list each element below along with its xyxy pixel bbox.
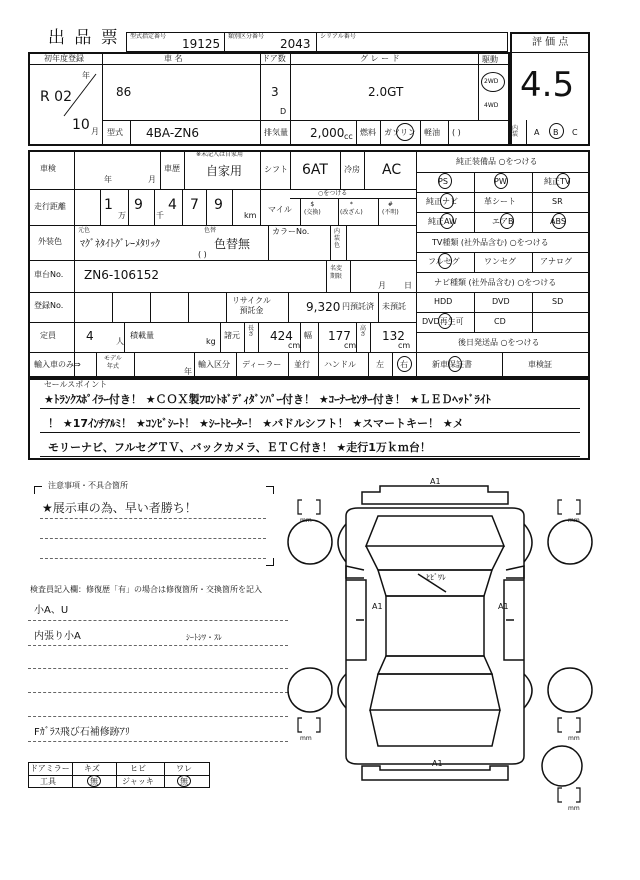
navi-cd: CD: [494, 317, 506, 326]
mm-fl: mm: [300, 517, 312, 524]
diagram-a1-top: A1: [430, 477, 441, 486]
color-name: ﾏｸﾞﾈﾀｲﾄｸﾞﾚｰﾒﾀﾘｯｸ: [80, 239, 160, 250]
tools-h-ware: ワレ: [176, 764, 192, 773]
shift-label: シフト: [264, 165, 288, 174]
first-reg-label: 初年度登録: [44, 54, 84, 63]
sales-line-1: ★ﾄﾗﾝｸｽﾎﾟｲﾗｰ付き！ ★ＣＯＸ製ﾌﾛﾝﾄﾎﾞﾃﾞｨﾀﾞﾝﾊﾟｰ付き！ ★ｺｰﾅｰｾﾝｻｰ付き！ ★ＬＥＤﾍｯﾄﾞﾗｲﾄ: [44, 393, 491, 406]
first-reg-era: R 02: [40, 89, 72, 105]
width-value: 177: [328, 329, 351, 343]
chassis-label: 車台No.: [34, 270, 64, 279]
shaken-month: 月: [148, 175, 156, 184]
car-name-label: 車 名: [164, 54, 183, 63]
equip-ps: PS: [438, 177, 448, 186]
model-year-label: モデル 年式: [104, 355, 122, 370]
year-unit: 年: [82, 71, 90, 80]
tv-oneseg: ワンセグ: [484, 257, 516, 266]
length-cm: cm: [288, 341, 301, 350]
equipment-title: 純正装備品 ○をつける: [456, 157, 538, 166]
model-value: 4BA-ZN6: [146, 126, 199, 140]
katashiki-value: 19125: [182, 37, 221, 51]
navi-dvd: DVD: [492, 297, 510, 306]
height-value: 132: [382, 329, 405, 343]
tv-analog: アナログ: [540, 257, 572, 266]
tools-tool-label: 工具: [40, 777, 56, 786]
height-label: 高さ: [360, 325, 367, 338]
interior-b: B: [553, 128, 559, 137]
navi-hdd: HDD: [434, 297, 453, 306]
diagram-a1-right: A1: [498, 602, 509, 611]
recycle-label: リサイクル 預託金: [232, 296, 271, 315]
height-cm: cm: [398, 341, 411, 350]
drive-4wd: 4WD: [484, 102, 499, 109]
ship-title: 後日発送品 ○をつける: [458, 338, 540, 347]
doors-value: 3: [271, 85, 279, 99]
import-label: 輸入車のみ⇒: [34, 360, 81, 369]
interior-c: C: [572, 128, 578, 137]
inspector-line-c: Fｶﾞﾗｽ飛び石補修跡ｱﾘ: [34, 727, 130, 738]
navi-sd: SD: [552, 297, 564, 306]
equip-airbag-circle: [500, 213, 514, 229]
fuel-gasoline-circle: [396, 123, 414, 141]
equip-pw: PW: [494, 177, 507, 186]
shareki-label: 車歴: [164, 164, 180, 173]
width-label: 幅: [304, 331, 312, 340]
handle-label: ハンドル: [324, 360, 356, 369]
notes-corner-br: [266, 558, 274, 566]
equip-abs: ABS: [550, 217, 566, 226]
dim-label: 諸元: [224, 331, 240, 340]
mileage-d4: 7: [190, 197, 199, 213]
handle-left: 左: [376, 360, 384, 369]
diagram-a1-left: A1: [372, 602, 383, 611]
shaken-year: 年: [104, 175, 112, 184]
mileage-unknown: # (不明): [382, 201, 399, 216]
mm-fr: mm: [568, 517, 580, 524]
mileage-d5: 9: [214, 197, 223, 213]
equip-aw: 純正AW: [428, 217, 457, 226]
equip-pw-circle: [494, 173, 508, 189]
diagram-hibi: ﾋﾋﾞﾜﾚ: [426, 573, 446, 582]
drive-2wd: 2WD: [484, 78, 499, 85]
recycle-suffix: 円預託済: [342, 302, 374, 311]
colorno-label: カラーNo.: [272, 227, 310, 236]
chassis-value: ZN6-106152: [84, 268, 159, 282]
tools-h-mirror: ドアミラー: [30, 764, 70, 773]
load-label: 積載量: [130, 331, 154, 340]
mm-rl: mm: [300, 735, 312, 742]
navi-dvd-play-circle: [438, 313, 452, 329]
mileage-d3: 4: [168, 197, 177, 213]
ship-warranty: 新車保証書: [432, 360, 472, 369]
tools-h-kizu: キズ: [84, 764, 100, 773]
cc-unit: cc: [344, 132, 353, 141]
notes-label: 注意事項・不具合箇所: [48, 481, 128, 490]
mileage-sen: 千: [156, 211, 164, 220]
rating-value: 4.5: [520, 65, 575, 105]
equip-tv-circle: [556, 173, 570, 189]
grade-label: グ レ ー ド: [360, 54, 400, 63]
tools-jack-circle: [177, 775, 191, 787]
ship-shakensho: 車検証: [528, 360, 552, 369]
equip-abs-circle: [552, 213, 566, 229]
slash-divider: [60, 70, 100, 120]
import-parallel: 並行: [294, 360, 310, 369]
color-paren: ( ): [198, 250, 207, 259]
inspector-line-b2: ｼｰﾄｼﾜ・ｽﾚ: [186, 633, 222, 642]
name-change-month: 月: [378, 281, 386, 290]
mileage-label: 走行距離: [34, 202, 66, 211]
mm-rr: mm: [568, 735, 580, 742]
tools-h-hibi: ヒビ: [130, 764, 146, 773]
equip-tv: 純正TV: [544, 177, 571, 186]
ruibetsu-value: 2043: [280, 37, 311, 51]
tools-tool-value: 無: [90, 777, 98, 786]
aircon-value: AC: [382, 162, 402, 178]
drive-label: 駆動: [482, 55, 498, 64]
fuel-gasoline: ガソリン: [384, 128, 416, 137]
notes-line-1: ★展示車の為、早い者勝ち！: [42, 501, 197, 515]
fuel-light: 軽油: [424, 128, 440, 137]
displacement-label: 排気量: [264, 128, 288, 137]
displacement-value: 2,000: [310, 126, 345, 140]
aircon-label: 冷房: [344, 165, 360, 174]
equip-aw-circle: [440, 213, 454, 229]
mileage-man: 万: [118, 211, 126, 220]
mileage-swap: $ (交換): [304, 201, 321, 216]
mileage-type-note: ○をつける: [318, 190, 348, 197]
mm-spare: mm: [568, 805, 580, 812]
grade-value: 2.0GT: [368, 85, 404, 99]
navi-title: ナビ種類 (社外品含む) ○をつける: [434, 278, 557, 287]
mileage-d1: 1: [104, 197, 113, 213]
katashiki-label: 型式指定番号: [130, 33, 167, 40]
length-value: 424: [270, 329, 293, 343]
color-code-label: 色替: [204, 227, 217, 234]
tools-jack-label: ジャッキ: [122, 777, 154, 786]
capacity-value: 4: [86, 329, 94, 343]
capacity-label: 定員: [40, 331, 56, 340]
equip-navi: 純正ナビ: [426, 197, 458, 206]
ruibetsu-label: 類別区分番号: [228, 33, 265, 40]
capacity-unit: 人: [116, 337, 124, 346]
doors-suffix: D: [280, 107, 287, 116]
equip-airbag: エアB: [492, 217, 514, 226]
notes-corner-tr: [266, 486, 274, 494]
shareki-value: 自家用: [206, 164, 243, 178]
equip-leather: 革シート: [484, 197, 516, 206]
sales-line-3: モリーナビ、フルセグＴＶ、バックカメラ、ＥＴＣ付き！ ★走行1万ｋｍ台！: [48, 441, 431, 454]
shareki-note: ※未記入は自家用: [196, 151, 244, 158]
interior-a: A: [534, 128, 540, 137]
fuel-label: 燃料: [360, 128, 376, 137]
rating-label: 評 価 点: [532, 37, 569, 48]
interior-color-label: 内 装 色: [334, 228, 341, 250]
recycle-unpaid: 未預託: [382, 302, 406, 311]
equip-sr: SR: [552, 197, 563, 206]
car-name: 86: [116, 85, 132, 99]
first-reg-month: 10: [72, 117, 90, 133]
reg-label: 登録No.: [34, 301, 64, 310]
mileage-d2: 9: [134, 197, 143, 213]
shaken-label: 車検: [40, 164, 56, 173]
recycle-value: 9,320: [306, 300, 341, 314]
tv-title: TV種類 (社外品含む) ○をつける: [432, 238, 549, 247]
serial-label: シリアル番号: [320, 33, 356, 40]
inspector-line-b: 内張り小A: [34, 631, 81, 642]
mileage-type-label: マイル: [268, 205, 292, 214]
diagram-a1-bottom: A1: [432, 759, 443, 768]
equip-ps-circle: [438, 173, 452, 189]
notes-corner-tl: [34, 486, 42, 494]
load-unit: kg: [206, 337, 216, 346]
sales-label: セールスポイント: [44, 380, 108, 389]
handle-right: 右: [400, 360, 408, 369]
import-dealer: ディーラー: [242, 360, 282, 369]
color-change: 色替無: [214, 237, 251, 251]
shift-value: 6AT: [302, 162, 328, 178]
width-cm: cm: [344, 341, 357, 350]
tv-fullseg: フルセグ: [428, 257, 460, 266]
model-year-unit: 年: [184, 367, 192, 376]
form-title: 出 品 票: [48, 28, 120, 48]
tools-jack-value: 無: [180, 777, 188, 786]
inspector-line-a: 小A、U: [34, 605, 69, 616]
equip-navi-circle: [440, 193, 454, 209]
model-label: 型式: [107, 128, 123, 137]
navi-dvd-play: DVD再生可: [422, 317, 464, 326]
name-change-day: 日: [404, 281, 412, 290]
mileage-unit: km: [244, 211, 257, 220]
length-label: 長さ: [248, 325, 255, 338]
inspector-label: 検査員記入欄：修復歴「有」の場合は修復箇所・交換箇所を記入: [30, 585, 262, 594]
mileage-tamper: * (改ざん): [340, 201, 363, 216]
month-unit: 月: [91, 127, 99, 136]
ship-warranty-circle: [448, 356, 462, 372]
color-label: 外装色: [38, 237, 62, 246]
color-orig-label: 元色: [78, 227, 91, 234]
sales-line-2: ！ ★17ｲﾝﾁｱﾙﾐ！ ★ｺﾝﾋﾞｼｰﾄ！ ★ｼｰﾄﾋｰﾀｰ！ ★パドルシフト！ ★スマートキー！ ★メ: [48, 417, 464, 430]
doors-label: ドア数: [262, 54, 286, 63]
name-change-label: 名変 期限: [330, 265, 343, 280]
fuel-paren: ( ): [452, 128, 461, 137]
tools-tool-circle: [87, 775, 101, 787]
interior-label: 内装: [512, 125, 519, 138]
import-type-label: 輸入区分: [198, 360, 230, 369]
tv-fullseg-circle: [438, 253, 452, 269]
